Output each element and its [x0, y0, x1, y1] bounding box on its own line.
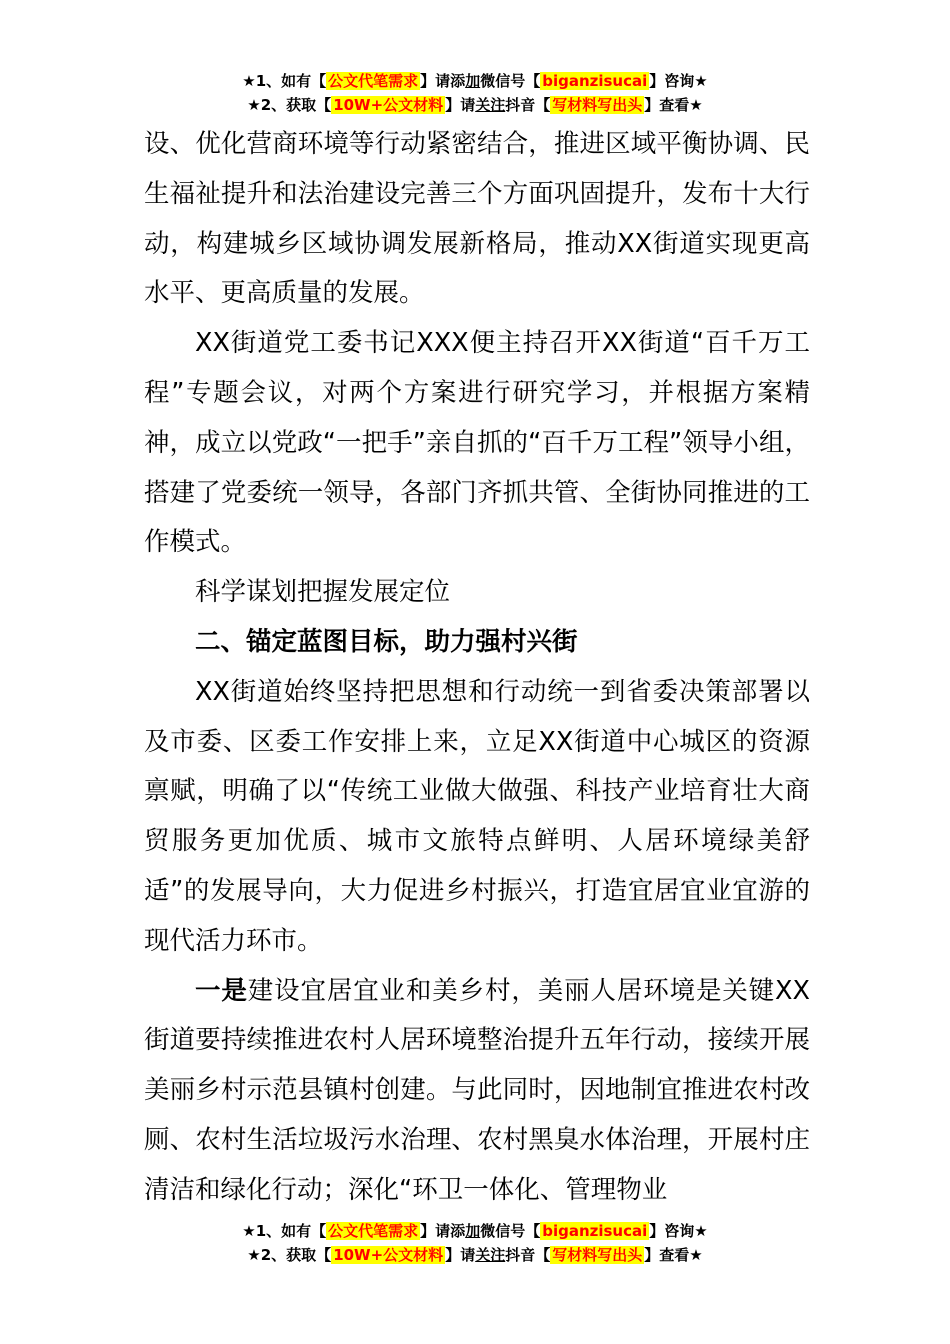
- highlight-douyin-account: 写材料写出头: [552, 1246, 643, 1264]
- banner-text: 】查看★: [644, 1246, 703, 1264]
- banner-text: 】请添: [420, 1222, 466, 1240]
- subheading: 科学谋划把握发展定位: [195, 577, 451, 608]
- paragraph-strategy: XX街道始终坚持把思想和行动统一到省委决策部署以及市委、区委工作安排上来，立足XX街道中心城区的资源禀赋，明确了以“传统工业做大做强、科技产业培育壮大商贸服务更加优质、城市文旅特点鲜明、人居环境绿美舒适”的发展导向，大力促进乡村振兴，打造宜居宜业宜游的现代活力环市。: [144, 676, 810, 956]
- banner-emphasis: 加: [465, 1222, 481, 1240]
- banner-text: 】咨询★: [649, 1222, 708, 1240]
- footer-banner: [0, 1219, 950, 1267]
- paragraph-point-one: [144, 967, 810, 1216]
- banner-text: ★1、如有【: [242, 1222, 327, 1240]
- highlight-service: 公文代笔需求: [328, 72, 419, 90]
- highlight-wechat-id: biganzisucai: [542, 1222, 648, 1240]
- banner-line-1: [0, 1219, 950, 1243]
- highlight-materials: 10W+公文材料: [333, 96, 444, 114]
- banner-text: ★2、获取【: [247, 96, 332, 114]
- paragraph-continued: 设、优化营商环境等行动紧密结合，推进区域平衡协调、民生福祉提升和法治建设完善三个方面巩固提升，发布十大行动，构建城乡区域协调发展新格局，推动XX街道实现更高水平、更高质量的发展。: [144, 129, 810, 309]
- banner-text: 】咨询★: [649, 72, 708, 90]
- banner-text: 微信号【: [480, 72, 541, 90]
- highlight-wechat-id: biganzisucai: [542, 72, 648, 90]
- highlight-douyin-account: 写材料写出头: [552, 96, 643, 114]
- banner-text: 】查看★: [644, 96, 703, 114]
- banner-text: ★2、获取【: [247, 1246, 332, 1264]
- section-heading: 二、锚定蓝图目标，助力强村兴街: [195, 626, 578, 657]
- banner-text: ★1、如有【: [242, 72, 327, 90]
- header-banner: [0, 69, 950, 117]
- banner-line-2: [0, 93, 950, 117]
- banner-emphasis: 关注: [475, 96, 506, 114]
- banner-text: 抖音【: [505, 1246, 551, 1264]
- banner-text: 】请: [445, 96, 476, 114]
- banner-emphasis: 加: [465, 72, 481, 90]
- paragraph-meeting: XX街道党工委书记XXX便主持召开XX街道“百千万工程”专题会议，对两个方案进行研究学习，并根据方案精神，成立以党政“一把手”亲自抓的“百千万工程”领导小组，搭建了党委统一领导，各部门齐抓共管、全街协同推进的工作模式。: [144, 328, 810, 558]
- banner-emphasis: 关注: [475, 1246, 506, 1264]
- banner-text: 】请: [445, 1246, 476, 1264]
- banner-text: 】请添: [420, 72, 466, 90]
- document-body: [144, 120, 810, 1216]
- highlight-materials: 10W+公文材料: [333, 1246, 444, 1264]
- highlight-service: 公文代笔需求: [328, 1222, 419, 1240]
- banner-text: 抖音【: [505, 96, 551, 114]
- banner-line-2: [0, 1243, 950, 1267]
- banner-text: 微信号【: [480, 1222, 541, 1240]
- banner-line-1: [0, 69, 950, 93]
- point-lead: 一是: [195, 975, 248, 1006]
- point-text: 建设宜居宜业和美乡村，美丽人居环境是关键XX街道要持续推进农村人居环境整治提升五年行动，接续开展美丽乡村示范县镇村创建。与此同时，因地制宜推进农村改厕、农村生活垃圾污水治理、农村黑臭水体治理，开展村庄清洁和绿化行动；深化“环卫一体化、管理物业: [144, 975, 810, 1205]
